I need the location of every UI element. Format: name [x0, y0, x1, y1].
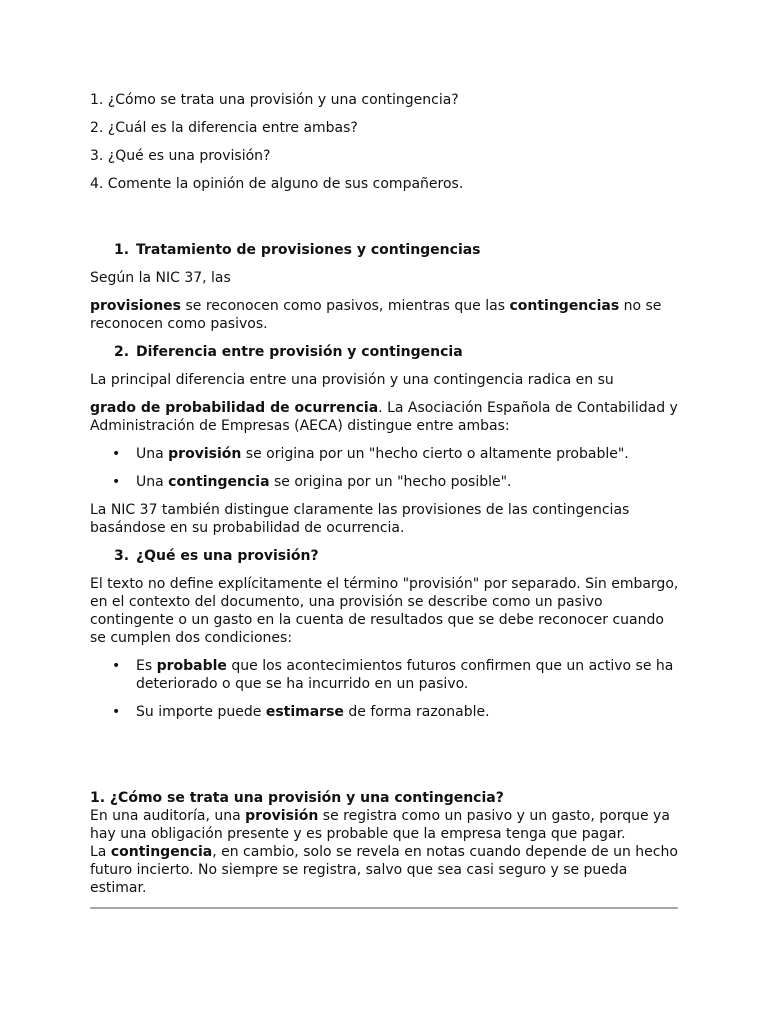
list-item — [90, 445, 680, 463]
section-3-paragraph: El texto no define explícitamente el término "provisión" por separado. Sin embargo, en el contexto del documento, una provisión se describe como un pasivo contingente o un gasto en la cuenta de resultados que se debe reconocer cuando se cumplen dos condiciones: — [90, 576, 679, 646]
list-item-term: probable — [156, 658, 227, 674]
section-2-text: . La Asociación Española de Contabilidad y Administración de Empresas (AECA) distingue entre ambas: — [90, 400, 678, 434]
final-text: se registra como un pasivo y un gasto, porque ya hay una obligación presente y es probable que la empresa tenga que pagar. — [90, 808, 670, 842]
final-text: , en cambio, solo se revela en notas cuando depende de un hecho futuro incierto. No siempre se registra, salvo que sea casi seguro y se pueda estimar. — [90, 844, 678, 896]
section-1-intro: Según la NIC 37, las — [90, 270, 231, 286]
list-item — [90, 657, 680, 693]
section-3-list — [90, 657, 680, 721]
list-item-term: provisión — [168, 446, 242, 462]
section-3-heading — [114, 547, 680, 565]
question-2: 2. ¿Cuál es la diferencia entre ambas? — [90, 120, 358, 136]
section-1-text-a: se reconocen como pasivos, mientras que las — [181, 298, 510, 314]
section-2-title: Diferencia entre provisión y contingencia — [136, 344, 463, 360]
final-line-1 — [90, 807, 680, 843]
bullet-icon: • — [112, 658, 121, 674]
term-contingencia: contingencia — [110, 844, 213, 860]
section-3-title: ¿Qué es una provisión? — [136, 548, 319, 564]
question-4: 4. Comente la opinión de alguno de sus compañeros. — [90, 176, 464, 192]
section-2-number: 2. — [114, 344, 130, 360]
list-item-text: se origina por un "hecho cierto o altamente probable". — [241, 446, 629, 462]
list-item — [90, 473, 680, 491]
section-1-number: 1. — [114, 242, 130, 258]
horizontal-divider — [90, 907, 678, 909]
list-item-text: Es — [136, 658, 157, 674]
bullet-icon: • — [112, 446, 121, 462]
bullet-icon: • — [112, 704, 121, 720]
section-1-paragraph — [90, 297, 680, 333]
section-2-closing: La NIC 37 también distingue claramente las provisiones de las contingencias basándose en su probabilidad de ocurrencia. — [90, 502, 630, 536]
list-item-term: contingencia — [168, 474, 270, 490]
term-contingencias: contingencias — [509, 298, 620, 314]
final-text: En una auditoría, una — [90, 808, 246, 824]
final-text: La — [90, 844, 111, 860]
section-2-heading — [114, 343, 680, 361]
section-1-text-b: no se reconocen como pasivos. — [90, 298, 662, 332]
list-item-text: se origina por un "hecho posible". — [269, 474, 512, 490]
final-heading — [90, 789, 680, 807]
question-1: 1. ¿Cómo se trata una provisión y una contingencia? — [90, 92, 459, 108]
section-2-list — [90, 445, 680, 491]
bullet-icon: • — [112, 474, 121, 490]
list-item — [90, 703, 680, 721]
list-item-text: que los acontecimientos futuros confirmen que un activo se ha deteriorado o que se ha incurrido en un pasivo. — [136, 658, 674, 692]
section-2-intro: La principal diferencia entre una provisión y una contingencia radica en su — [90, 372, 614, 388]
section-3-number: 3. — [114, 548, 130, 564]
final-heading-text: 1. ¿Cómo se trata una provisión y una contingencia? — [90, 790, 504, 806]
term-grado-probabilidad: grado de probabilidad de ocurrencia — [90, 400, 379, 416]
question-3: 3. ¿Qué es una provisión? — [90, 148, 271, 164]
document-body — [90, 91, 680, 909]
term-provision: provisión — [245, 808, 319, 824]
section-2-paragraph — [90, 399, 680, 435]
list-item-text: Una — [136, 446, 169, 462]
list-item-text: Una — [136, 474, 169, 490]
list-item-text: de forma razonable. — [343, 704, 490, 720]
list-item-term: estimarse — [265, 704, 344, 720]
section-1-title: Tratamiento de provisiones y contingencias — [136, 242, 481, 258]
final-line-2 — [90, 843, 680, 897]
list-item-text: Su importe puede — [136, 704, 266, 720]
section-1-heading — [114, 241, 680, 259]
term-provisiones: provisiones — [90, 298, 182, 314]
final-answer — [90, 789, 680, 909]
